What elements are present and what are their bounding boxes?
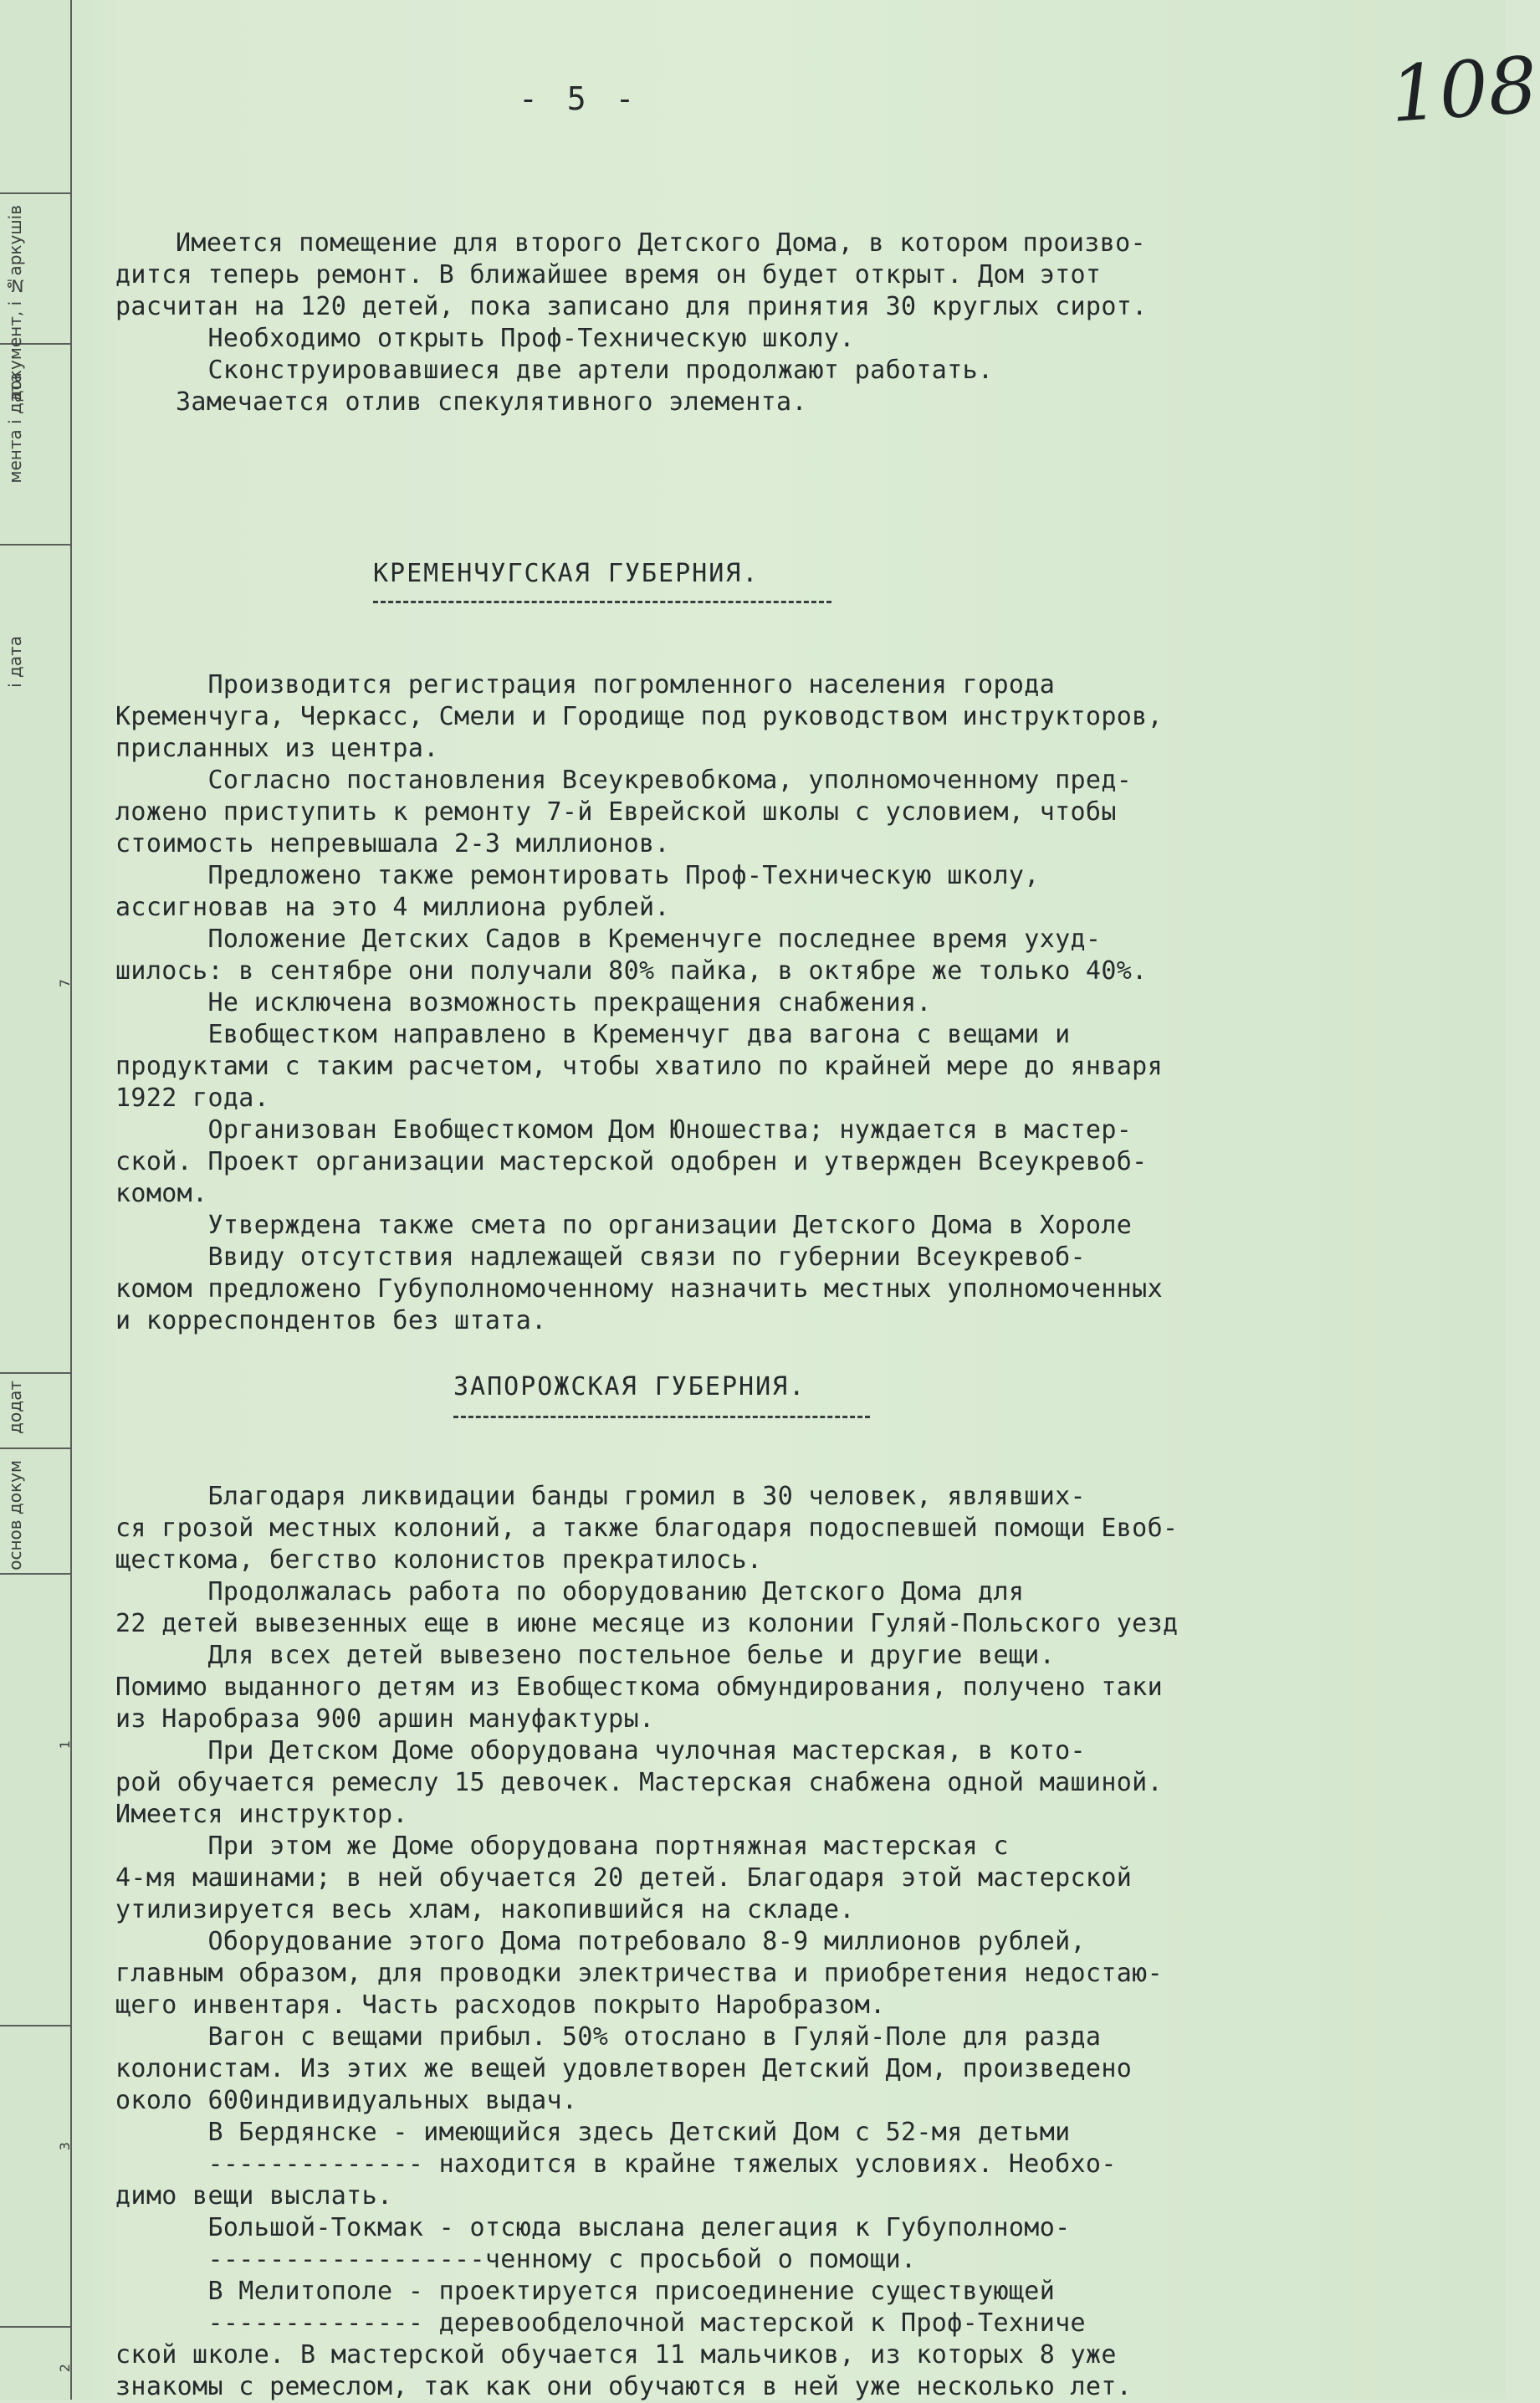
text-line: Сконструировавшиеся две артели продолжают работать. (115, 356, 994, 385)
text-line: димо вещи выслать. (115, 2181, 393, 2211)
margin-label: документ, і №аркушів (5, 205, 25, 402)
text-line: утилизируется весь хлам, накопившийся на складе. (115, 1895, 855, 1924)
text-line: Оборудование этого Дома потребовало 8-9 миллионов рублей, (115, 1927, 1086, 1956)
text-line: рой обучается ремеслу 15 девочек. Мастерская снабжена одной машиной. (115, 1768, 1163, 1797)
text-line: 1922 года. (115, 1084, 270, 1113)
text-line: главным образом, для проводки электричества и приобретения недостаю- (115, 1959, 1163, 1988)
text-line: Предложено также ремонтировать Проф-Техническую школу, (115, 861, 1040, 890)
text-line: ------------------ченному с просьбой о помощи. (115, 2245, 917, 2274)
text-line: присланных из центра. (115, 734, 439, 763)
margin-divider (0, 2326, 70, 2328)
text-line: ассигновав на это 4 миллиона рублей. (115, 893, 670, 922)
margin-number: 3 (57, 2142, 73, 2151)
text-line: Необходимо открыть Проф-Техническую школу. (115, 324, 855, 353)
margin-divider (0, 1573, 70, 1575)
text-line: Для всех детей вывезено постельное белье и другие вещи. (115, 1641, 1056, 1670)
margin-divider (0, 1447, 70, 1449)
text-line: около 600индивидуальных выдач. (115, 2086, 578, 2115)
text-line: комом предложено Губуполномоченному назначить местных уполномоченных (115, 1274, 1163, 1304)
margin-number: 7 (57, 979, 73, 988)
text-line: Имеется помещение для второго Детского Дома, в котором произво- (176, 228, 1146, 258)
text-line: шилось: в сентябре они получали 80% пайка, в октябре же только 40%. (115, 956, 1148, 986)
text-line: щего инвентаря. Часть расходов покрыто Наробразом. (115, 1991, 886, 2020)
text-line: В Бердянске - имеющийся здесь Детский Дом с 52-мя детьми (115, 2118, 1071, 2147)
text-line: Вагон с вещами прибыл. 50% отослано в Гуляй-Поле для разда (115, 2022, 1102, 2052)
text-line: Помимо выданного детям из Евобщесткома обмундирования, получено таки (115, 1673, 1163, 1702)
page-number: - 5 - (519, 80, 640, 117)
text-line: знакомы с ремеслом, так как они обучаются в ней уже несколько лет. (115, 2372, 1133, 2401)
text-line: Производится регистрация погромленного населения города (115, 670, 1056, 699)
margin-divider (0, 2025, 70, 2026)
text-line: Имеется инструктор. (115, 1800, 408, 1829)
text-line: Положение Детских Садов в Кременчуге последнее время ухуд- (115, 925, 1102, 954)
margin-number: 1 (57, 1740, 73, 1750)
text-line: Организован Евобщесткомом Дом Юношества; нуждается в мастер- (115, 1115, 1133, 1145)
text-line: При Детском Доме оборудована чулочная мастерская, в кото- (115, 1736, 1086, 1765)
heading-underline (453, 1416, 870, 1418)
text-line: В Мелитополе - проектируется присоединение существующей (115, 2277, 1056, 2306)
text-line: продуктами с таким расчетом, чтобы хватило по крайней мере до января (115, 1052, 1163, 1081)
text-line: Благодаря ликвидации банды громил в 30 человек, являвших- (115, 1482, 1086, 1511)
text-line: ской школе. В мастерской обучается 11 мальчиков, из которых 8 уже (115, 2340, 1117, 2370)
text-line: 4-мя машинами; в ней обучается 20 детей. Благодаря этой мастерской (115, 1863, 1133, 1893)
margin-divider (0, 544, 70, 546)
archive-margin-strip (0, 0, 72, 2400)
text-line: и корреспондентов без штата. (115, 1306, 547, 1335)
text-line: ся грозой местных колоний, а также благодаря подоспевшей помощи Евоб- (115, 1514, 1179, 1543)
text-line: стоимость непревышала 2-3 миллионов. (115, 829, 670, 858)
margin-label: і дата (5, 636, 25, 688)
text-line: -------------- деревообделочной мастерской к Проф-Техниче (115, 2308, 1086, 2338)
text-line: комом. (115, 1179, 208, 1208)
margin-divider (0, 192, 70, 194)
text-line: расчитан на 120 детей, пока записано для принятия 30 круглых сирот. (115, 292, 1148, 321)
text-line: щесткома, бегство колонистов прекратилось. (115, 1545, 763, 1575)
text-line: Евобщестком направлено в Кременчуг два вагона с вещами и (115, 1020, 1071, 1049)
heading-underline (373, 601, 831, 603)
margin-label: додат (5, 1381, 25, 1434)
text-line: Согласно постановления Всеукревобкома, уполномоченному пред- (115, 766, 1133, 795)
text-line: Утверждена также смета по организации Детского Дома в Хороле (115, 1211, 1133, 1240)
text-line: Большой-Токмак - отсюда выслана делегация к Губуполномо- (115, 2213, 1071, 2242)
margin-divider (0, 1372, 70, 1374)
text-line: Не исключена возможность прекращения снабжения. (115, 988, 932, 1017)
text-line: Кременчуга, Черкасс, Смели и Городище под руководством инструкторов, (115, 702, 1163, 731)
text-line: Продолжалась работа по оборудованию Детского Дома для (115, 1577, 1025, 1606)
text-line: дится теперь ремонт. В ближайшее время он будет открыт. Дом этот (115, 260, 1102, 289)
text-line: ской. Проект организации мастерской одобрен и утвержден Всеукревоб- (115, 1147, 1148, 1176)
margin-label: основ докум (5, 1460, 25, 1570)
text-line: колонистам. Из этих же вещей удовлетворен Детский Дом, произведено (115, 2054, 1133, 2083)
margin-label: мента і дата (5, 372, 25, 484)
text-line: Замечается отлив спекулятивного элемента. (176, 387, 807, 417)
text-line: из Наробраза 900 аршин мануфактуры. (115, 1704, 655, 1734)
text-line: 22 детей вывезенных еще в июне месяце из колонии Гуляй-Польского уезд (115, 1609, 1179, 1638)
text-line: При этом же Доме оборудована портняжная мастерская с (115, 1832, 1009, 1861)
section-3-heading: ЗАПОРОЖСКАЯ ГУБЕРНИЯ. (453, 1372, 806, 1401)
handwritten-folio-number: 108 (1387, 40, 1540, 140)
text-line: ложено приступить к ремонту 7-й Еврейской школы с условием, чтобы (115, 797, 1117, 827)
margin-number: 2 (57, 2364, 73, 2373)
section-2-heading: КРЕМЕНЧУГСКАЯ ГУБЕРНИЯ. (373, 559, 760, 588)
text-line: -------------- находится в крайне тяжелых условиях. Необхо- (115, 2149, 1117, 2179)
text-line: Ввиду отсутствия надлежащей связи по губернии Всеукревоб- (115, 1242, 1086, 1272)
